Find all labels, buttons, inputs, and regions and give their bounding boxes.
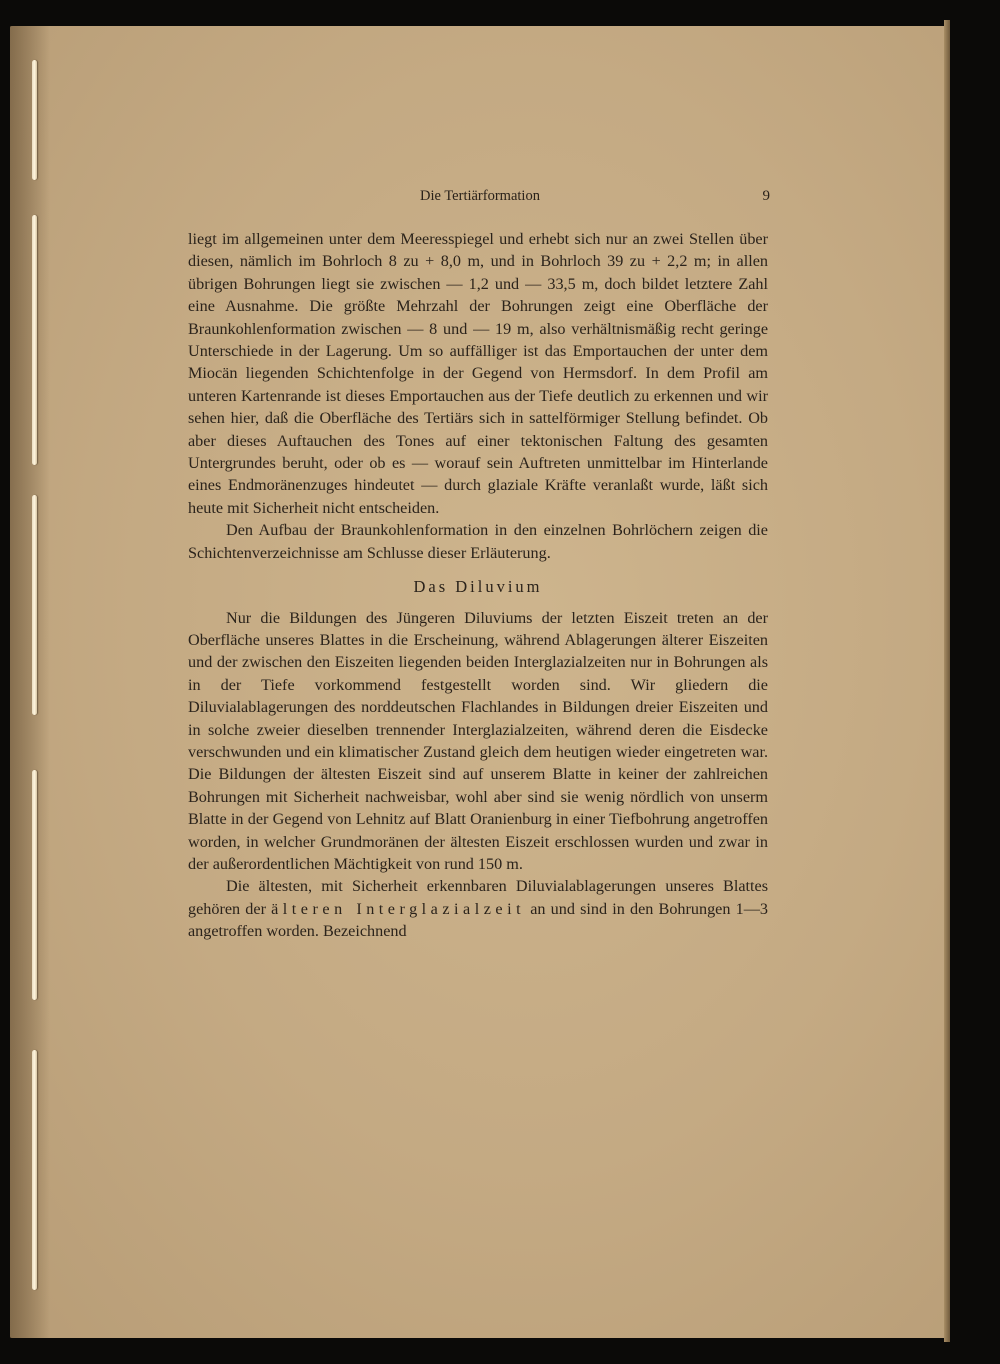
paragraph-text: Die ältesten, mit Sicherheit erkennbaren Diluvialablagerungen unseres Blattes gehören der [188, 877, 768, 918]
section-heading: Das Diluvium [413, 577, 543, 597]
binding-thread [32, 60, 37, 180]
paragraph: liegt im allgemeinen unter dem Meeresspiegel und erhebt sich nur an zwei Stellen über diesen, nämlich im Bohrloch 8 zu + 8,0 m, und in Bohrloch 39 zu + 2,2 m; in allen übrigen Bohrungen liegt sie zwischen — 1,2 und — 33,5 m, doch bildet letztere Zahl eine Ausnahme. Die größte Mehrzahl der Bohrungen zeigt eine Oberfläche der Braunkohlenformation zwischen — 8 und — 19 m, also verhältnismäßig recht geringe Unterschiede in der Lagerung. Um so auffälliger ist das Emportauchen der unter dem Miocän liegenden Schichtenfolge in der Gegend von Hermsdorf. In dem Profil am unteren Kartenrande ist dieses Emportauchen aus der Tiefe deutlich zu erkennen und wir sehen hier, daß die Oberfläche des Tertiärs sich in sattelförmiger Stellung befindet. Ob aber dieses Auftauchen des Tones auf einer tektonischen Faltung des gesamten Untergrundes beruht, oder ob es — worauf sein Auftreten unmittelbar im Hinterlande eines Endmoränenzuges hindeutet — durch glaziale Kräfte veranlaßt wurde, läßt sich heute mit Sicherheit nicht entscheiden. [188, 230, 768, 517]
binding-gutter [10, 26, 50, 1338]
paragraph-text: an und sind in den Bohrungen 1—3 angetroffen worden. Bezeichnend [188, 899, 768, 941]
page-number: 9 [762, 188, 770, 204]
paragraph: Den Aufbau der Braunkohlenformation in den einzelnen Bohrlöchern zeigen die Schichtenverzeichnisse am Schlusse dieser Erläuterung. [188, 521, 768, 562]
body-text [188, 228, 768, 943]
binding-thread [32, 770, 37, 1000]
binding-thread [32, 215, 37, 465]
paragraph: Nur die Bildungen des Jüngeren Diluviums der letzten Eiszeit treten an der Oberfläche unseres Blattes in die Erscheinung, während Ablagerungen älterer Eiszeiten und der zwischen den Eiszeiten liegenden beiden Interglazialzeiten nur in Bohrungen als in der Tiefe vorkommend festgestellt worden sind. Wir gliedern die Diluvialablagerungen des norddeutschen Flachlandes in Bildungen dreier Eiszeiten und in solche zweier dieselben trennender Interglazialzeiten, während deren die Eisdecke verschwunden und ein klimatischer Zustand gleich dem heutigen wieder eingetreten war. Die Bildungen der ältesten Eiszeit sind auf unserem Blatte in keiner der zahlreichen Bohrungen mit Sicherheit nachweisbar, wohl aber sind sie wenig nördlich von unserm Blatte in der Gegend von Lehnitz auf Blatt Oranienburg in einer Tiefbohrung angetroffen worden, in welcher Grundmoränen der ältesten Eiszeit erschlossen wurden und zwar in der außerordentlichen Mächtigkeit von rund 150 m. [188, 608, 768, 873]
emphasized-term: älteren Interglazialzeit [271, 899, 526, 918]
page-edge [944, 20, 950, 1342]
running-title: Die Tertiärformation [420, 188, 540, 204]
binding-thread [32, 495, 37, 715]
running-head [190, 188, 770, 210]
paragraph [188, 875, 768, 942]
binding-thread [32, 1050, 37, 1290]
